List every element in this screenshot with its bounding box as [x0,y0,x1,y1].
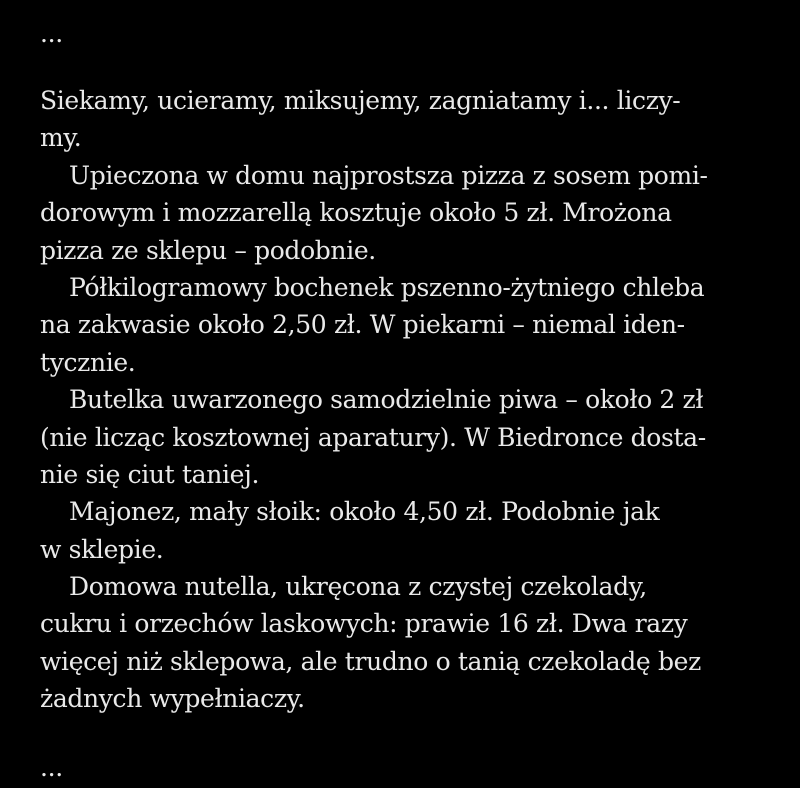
text-line: w sklepie. [40,534,164,564]
text-line: Butelka uwarzonego samodzielnie piwa – około 2 zł [69,385,704,415]
text-line: dorowym i mozzarellą kosztuje około 5 zł. Mrożona [40,198,672,228]
text-line: Półkilogramowy bochenek pszenno-żytniego chleba [69,272,705,302]
ellipsis-top: ... [40,19,63,48]
text-line: na zakwasie około 2,50 zł. W piekarni – niemal iden- [40,310,685,340]
ellipsis-bottom: ... [40,753,63,782]
text-line: Domowa nutella, ukręcona z czystej czekolady, [69,572,647,602]
text-line: my. [40,123,82,153]
article-body [40,82,760,718]
text-line: Siekamy, ucieramy, miksujemy, zagniatamy i... liczy- [40,86,681,115]
text-line: Upieczona w domu najprostsza pizza z sosem pomi- [69,160,708,190]
text-line: tycznie. [40,347,136,377]
text-line: Majonez, mały słoik: około 4,50 zł. Podobnie jak [69,497,660,527]
text-line: więcej niż sklepowa, ale trudno o tanią czekoladę bez [40,646,701,676]
text-line: (nie licząc kosztownej aparatury). W Biedronce dosta- [40,422,706,452]
text-line: pizza ze sklepu – podobnie. [40,235,376,265]
text-line: żadnych wypełniaczy. [40,684,305,714]
text-line: nie się ciut taniej. [40,459,260,489]
text-line: cukru i orzechów laskowych: prawie 16 zł. Dwa razy [40,609,688,639]
